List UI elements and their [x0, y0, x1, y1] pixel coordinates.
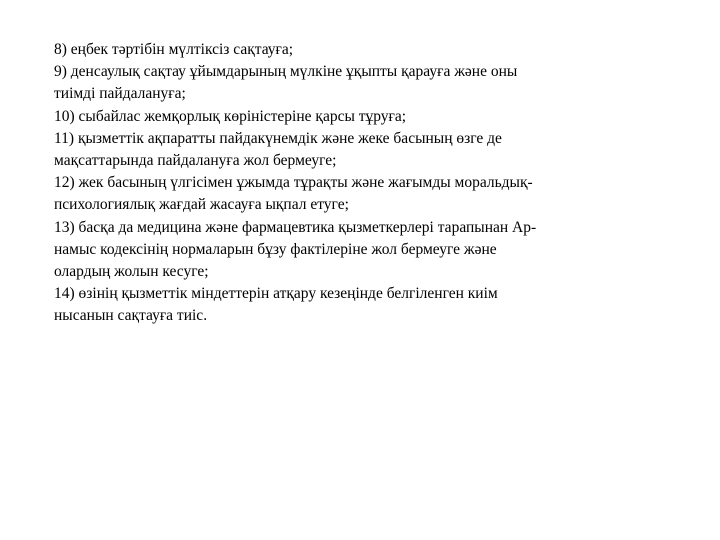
text-line: 12) жек басының үлгісімен ұжымда тұрақты және жағымды моральдық- [54, 174, 533, 192]
text-line: тиімді пайдалануға; [54, 85, 186, 103]
text-line: мақсаттарында пайдалануға жол бермеуге; [54, 152, 337, 170]
document-text [54, 39, 654, 328]
text-line: 9) денсаулық сақтау ұйымдарының мүлкіне ұқыпты қарауға және оны [54, 63, 518, 81]
text-line: 11) қызметтік ақпаратты пайдакүнемдік және жеке басының өзге де [54, 129, 502, 147]
text-line: 14) өзінің қызметтік міндеттерін атқару кезеңінде белгіленген киім [54, 285, 498, 303]
text-line: 8) еңбек тәртібін мүлтіксіз сақтауға; [54, 41, 294, 58]
text-line: 13) басқа да медицина және фармацевтика қызметкерлері тарапынан Ар- [54, 218, 537, 236]
text-line: нысанын сақтауға тиіс. [54, 307, 208, 325]
text-line: 10) сыбайлас жемқорлық көріністеріне қарсы тұруға; [54, 107, 407, 125]
text-line: намыс кодексінің нормаларын бұзу фактілеріне жол бермеуге және [54, 240, 497, 258]
text-line: психологиялық жағдай жасауға ықпал етуге; [54, 196, 349, 214]
text-line: олардың жолын кесуге; [54, 263, 209, 281]
